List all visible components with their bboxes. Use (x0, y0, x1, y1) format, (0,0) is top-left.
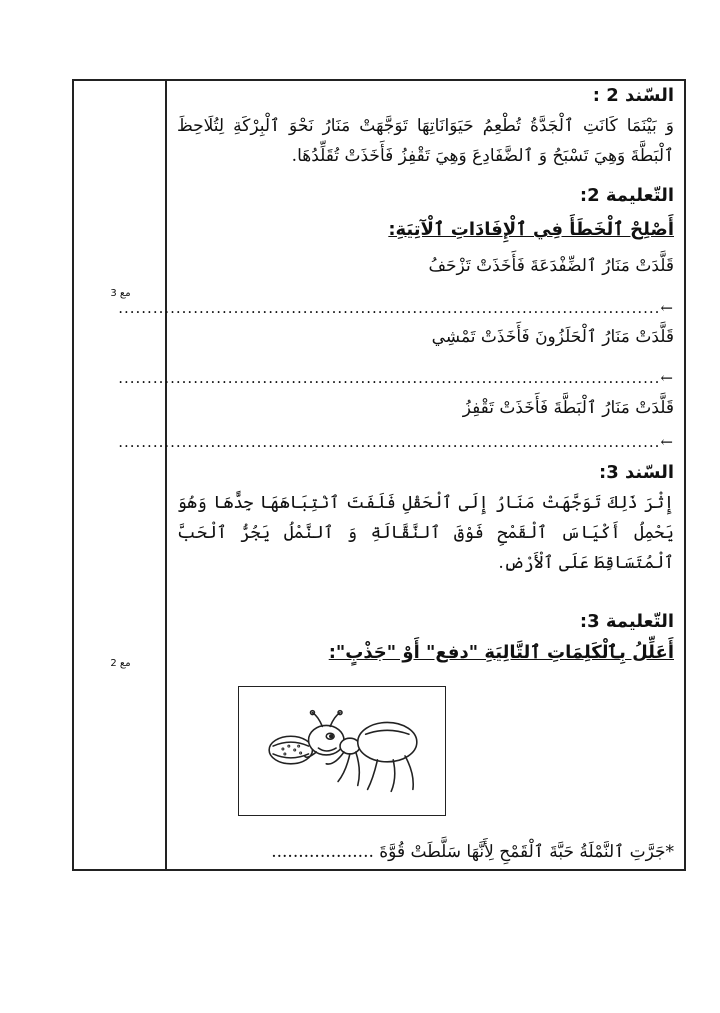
answer-line[interactable]: ←.............................................................................................. (118, 299, 674, 317)
instruction-3-title: التّعليمة 3: (579, 611, 674, 632)
support-3-title: السّند 3: (599, 462, 674, 483)
support-2-text: وَ بَيْنَمَا كَانَتِ ٱلْجَدَّةُ تُطْعِمُ حَيَوَانَاتِهَا تَوَجَّهَتْ مَنَارُ نَحْوَ ٱلْبِرْكَةِ لِتُلَاحِظَ ٱلْبَطَّةَ وَهِيَ تَسْبَحُ وَ ٱلضَّفَادِعَ وَهِيَ تَقْفِزُ فَأَخَذَتْ تُقَلِّدُهَا. (177, 116, 674, 166)
sentence-item: قَلَّدَتْ مَنَارُ ٱلْبَطَّةَ فَأَخَذَتْ تَقْفِزُ (462, 398, 674, 418)
sentence-item: قَلَّدَتْ مَنَارُ ٱلضِّفْدَعَةَ فَأَخَذَتْ تَزْحَفُ (428, 256, 674, 276)
exercise-table (72, 79, 686, 871)
instruction-3-prompt: أَعَلِّلُ بِٱلْكَلِمَاتِ ٱلتَّالِيَةِ "دفع" أَوْ "جَذْبٍ": (328, 642, 674, 663)
answer-line[interactable]: ←.............................................................................................. (118, 369, 674, 387)
criteria-column (74, 81, 167, 869)
ant-carrying-grain-icon (239, 687, 445, 815)
completion-sentence[interactable]: *جَرَّتِ ٱلنَّمْلَةُ حَبَّةَ ٱلْقَمْحِ لِأَنَّهَا سَلَّطَتْ قُوَّةَ ................... (271, 842, 674, 862)
criterion-label: مع 2 (110, 658, 131, 669)
sentence-item: قَلَّدَتْ مَنَارُ ٱلْحَلَزُونَ فَأَخَذَتْ تَمْشِي (431, 327, 674, 347)
criterion-label: مع 3 (110, 288, 131, 299)
instruction-2-title: التّعليمة 2: (579, 185, 674, 206)
instruction-2-prompt: أَصْلِحْ ٱلْخَطَأَ فِي ٱلْإِفَادَاتِ ٱلْآتِيَةِ: (388, 219, 674, 240)
answer-line[interactable]: ←.............................................................................................. (118, 433, 674, 451)
support-3-text: إِثْرَ ذَلِكَ تَوَجَّهَتْ مَنَارُ إِلَى ٱلْحَقْلِ فَلَفَتَ ٱنْتِبَاهَهَا جِدًّهَا وَهُوَ يَحْمِلُ أَكْيَاسَ ٱلْقَمْحِ فَوْقَ ٱلنَّقَّالَةِ وَ ٱلنَّمْلُ يَجُرُّ ٱلْحَبَّ ٱلْمُتَسَاقِطَ عَلَى ٱلْأَرْضِ. (177, 493, 674, 573)
support-2-title: السّند 2 : (592, 85, 674, 106)
ant-illustration (238, 686, 446, 816)
